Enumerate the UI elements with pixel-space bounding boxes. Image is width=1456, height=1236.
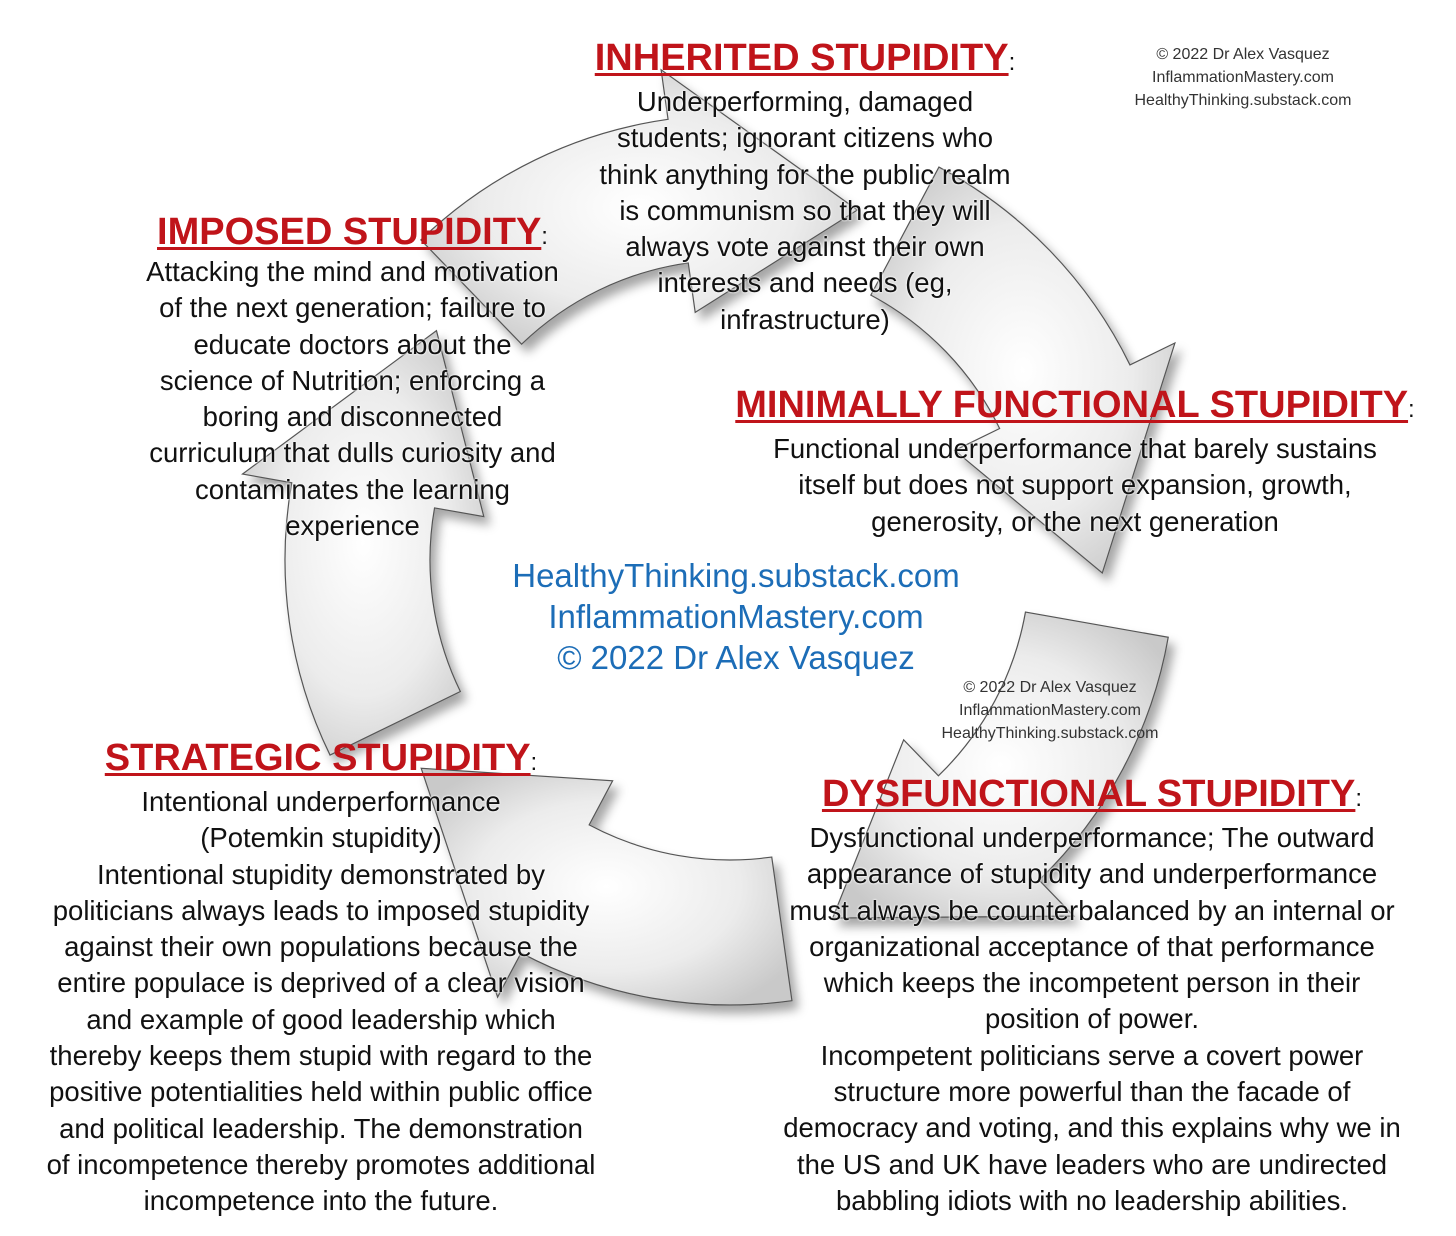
stage-strategic-title: STRATEGIC STUPIDITY xyxy=(104,737,531,779)
watermark-top: © 2022 Dr Alex Vasquez InflammationMastery.com HealthyThinking.substack.com xyxy=(1134,46,1352,109)
stage-imposed-title: IMPOSED STUPIDITY xyxy=(157,211,542,253)
stage-imposed-text: Attacking the mind and motivation of the next generation; failure to educate doctors about the science of Nutrition; enforcing a boring and disconnected curriculum that dulls curiosity and contaminates the learning experience xyxy=(146,256,559,542)
stage-strategic-colon: : xyxy=(530,749,538,776)
stage-inherited-colon: : xyxy=(1008,49,1016,76)
watermark-middle: © 2022 Dr Alex Vasquez InflammationMastery.com HealthyThinking.substack.com xyxy=(941,679,1159,742)
stage-inherited-text: Underperforming, damaged students; ignorant citizens who think anything for the public realm is communism so that they will always vote against their own interests and needs (eg, infrastructure) xyxy=(599,86,1011,335)
stage-minimally-functional-colon: : xyxy=(1408,396,1415,423)
stage-dysfunctional-colon: : xyxy=(1355,785,1363,812)
stage-minimally-functional-title: MINIMALLY FUNCTIONAL STUPIDITY xyxy=(735,384,1409,426)
center-credit: HealthyThinking.substack.com InflammationMastery.com © 2022 Dr Alex Vasquez xyxy=(512,557,960,676)
stage-minimally-functional xyxy=(700,383,1450,540)
stage-inherited-title: INHERITED STUPIDITY xyxy=(594,37,1009,79)
stage-imposed xyxy=(100,210,605,544)
stage-minimally-functional-text: Functional underperformance that barely sustains itself but does not support expansion, growth, generosity, or the next generation xyxy=(773,433,1377,537)
stage-dysfunctional-title: DYSFUNCTIONAL STUPIDITY xyxy=(821,773,1356,815)
stage-imposed-colon: : xyxy=(541,223,548,250)
stage-strategic-text: Intentional underperformance (Potemkin stupidity) Intentional stupidity demonstrated by politicians always leads to imposed stupidity against their own populations because the entire populace is deprived of a clear vision and example of good leadership which thereby keeps them stupid with regard to the positive potentialities held within public office and political leadership. The demonstration of incompetence thereby promotes additional incompetence into the future. xyxy=(46,786,596,1217)
stage-inherited xyxy=(545,36,1065,338)
stage-dysfunctional xyxy=(732,772,1452,1219)
stage-strategic xyxy=(0,736,642,1220)
stage-dysfunctional-text: Dysfunctional underperformance; The outward appearance of stupidity and underperformance must always be counterbalanced by an internal or organizational acceptance of that performance which keeps the incompetent person in their position of power. Incompetent politicians serve a covert power structure more powerful than the facade of democracy and voting, and this explains why we in the US and UK have leaders who are undirected babbling idiots with no leadership abilities. xyxy=(783,822,1401,1216)
